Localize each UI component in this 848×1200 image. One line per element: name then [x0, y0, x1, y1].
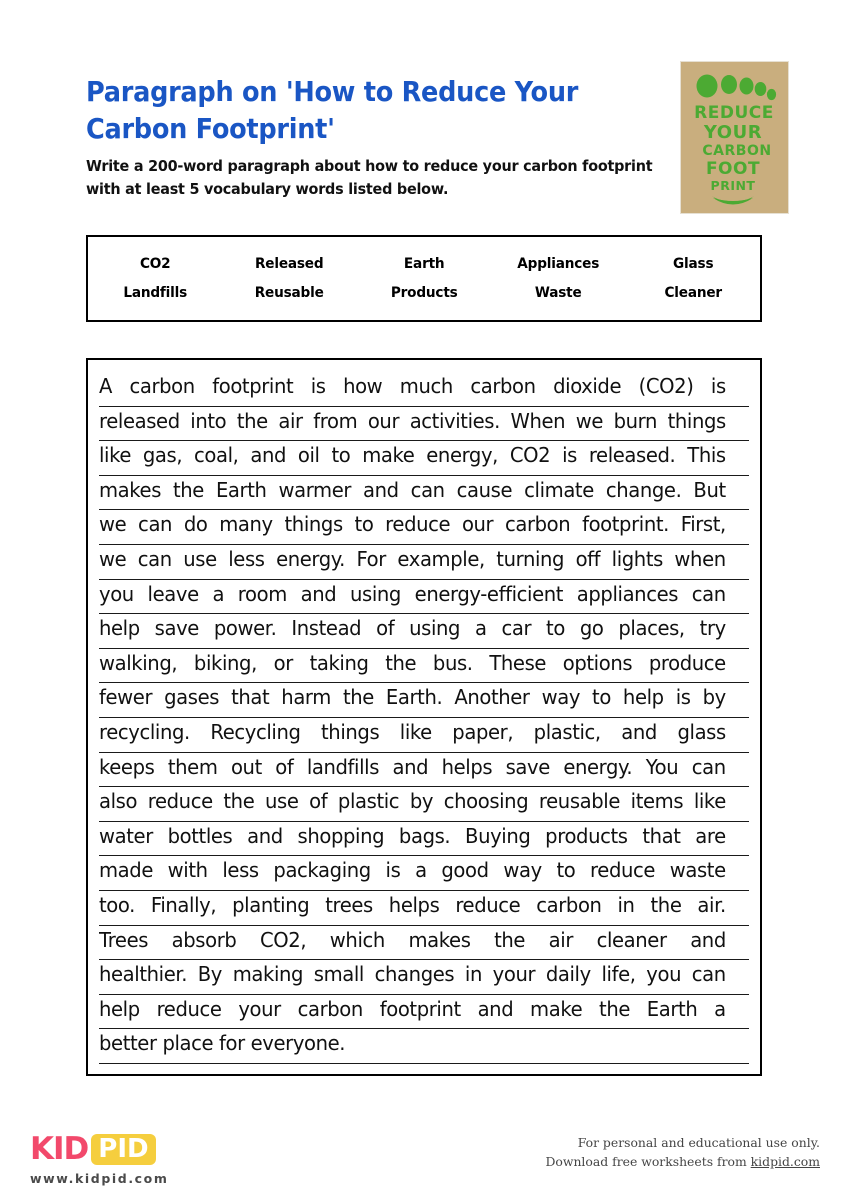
svg-text:YOUR: YOUR	[703, 122, 763, 143]
kidpid-pid-badge: PID	[91, 1134, 155, 1165]
vocabulary-word: CO2	[139, 256, 171, 272]
answer-line-text: recycling. Recycling things like paper, plastic, and glass	[99, 719, 726, 744]
answer-line-text: better place for everyone.	[99, 1031, 346, 1056]
answer-line[interactable]	[99, 822, 749, 857]
vocabulary-word: Reusable	[255, 285, 325, 301]
svg-text:CARBON: CARBON	[702, 143, 772, 159]
answer-line-text: made with less packaging is a good way to reduce waste	[99, 858, 726, 883]
answer-line[interactable]	[99, 649, 749, 684]
answer-line[interactable]	[99, 995, 749, 1030]
page-title-line-1: Paragraph on 'How to Reduce Your	[86, 76, 579, 108]
answer-line[interactable]	[99, 614, 749, 649]
vocabulary-word: Earth	[403, 256, 445, 272]
vocabulary-word: Appliances	[517, 256, 600, 272]
answer-line-text: released into the air from our activities. When we burn things	[99, 408, 726, 433]
answer-line[interactable]	[99, 926, 749, 961]
answer-line-text: makes the Earth warmer and can cause climate change. But	[99, 477, 726, 502]
vocabulary-word: Landfills	[123, 285, 188, 301]
header-text-block	[86, 74, 666, 202]
answer-line[interactable]	[99, 476, 749, 511]
answer-line-text: you leave a room and using energy-efficient appliances can	[99, 581, 726, 606]
page-header	[86, 74, 762, 202]
answer-line[interactable]	[99, 718, 749, 753]
answer-line[interactable]	[99, 545, 749, 580]
vocabulary-row	[88, 285, 760, 301]
answer-line[interactable]	[99, 683, 749, 718]
vocabulary-word: Released	[255, 256, 324, 272]
kidpid-wordmark	[30, 1132, 250, 1166]
carbon-footprint-stamp-image	[681, 62, 788, 213]
footer-note-line-1: For personal and educational use only.	[577, 1135, 820, 1150]
footer-note-line-2	[545, 1152, 820, 1171]
answer-line[interactable]	[99, 960, 749, 995]
answer-line-text: A carbon footprint is how much carbon dioxide (CO2) is	[99, 374, 726, 398]
vocabulary-word: Cleaner	[664, 285, 722, 301]
kidpid-url: www.kidpid.com	[30, 1171, 169, 1186]
page-title	[86, 74, 625, 147]
answer-line-text: we can do many things to reduce our carbon footprint. First,	[99, 512, 726, 537]
answer-line[interactable]	[99, 441, 749, 476]
answer-line-text: help reduce your carbon footprint and make the Earth a	[99, 996, 726, 1021]
answer-line-text: Trees absorb CO2, which makes the air cleaner and	[99, 927, 726, 952]
kidpid-link[interactable]: kidpid.com	[750, 1154, 820, 1170]
answer-line[interactable]	[99, 580, 749, 615]
answer-line[interactable]	[99, 372, 749, 407]
answer-writing-area[interactable]	[86, 358, 762, 1076]
answer-line-text: help save power. Instead of using a car to go places, try	[99, 616, 726, 641]
answer-line-text: also reduce the use of plastic by choosing reusable items like	[99, 789, 726, 814]
answer-line[interactable]	[99, 787, 749, 822]
answer-line[interactable]	[99, 753, 749, 788]
footer-note-prefix: Download free worksheets from	[545, 1154, 751, 1170]
answer-line-text: too. Finally, planting trees helps reduce carbon in the air.	[99, 892, 726, 917]
svg-text:REDUCE: REDUCE	[694, 103, 774, 123]
vocabulary-word: Glass	[672, 256, 713, 272]
answer-line[interactable]	[99, 510, 749, 545]
svg-text:FOOT: FOOT	[705, 159, 761, 179]
answer-line-text: fewer gases that harm the Earth. Another way to help is by	[99, 685, 726, 710]
svg-text:PRINT: PRINT	[710, 178, 756, 193]
vocabulary-word-bank	[86, 235, 762, 322]
vocabulary-row	[88, 256, 760, 272]
vocabulary-word: Products	[390, 285, 458, 301]
answer-line-text: walking, biking, or taking the bus. These options produce	[99, 650, 726, 675]
answer-line-text: water bottles and shopping bags. Buying products that are	[99, 823, 726, 848]
answer-line[interactable]	[99, 891, 749, 926]
answer-ruled-lines	[99, 372, 749, 1097]
kidpid-kid-text: KID	[30, 1130, 89, 1167]
answer-line-text: we can use less energy. For example, turning off lights when	[99, 546, 726, 571]
answer-line-text: like gas, coal, and oil to make energy, CO2 is released. This	[99, 443, 726, 468]
answer-line[interactable]	[99, 1029, 749, 1064]
footprint-icon	[681, 62, 788, 213]
vocabulary-word: Waste	[535, 285, 582, 301]
page-title-line-2: Carbon Footprint'	[86, 112, 335, 145]
answer-line[interactable]	[99, 856, 749, 891]
answer-line-text: keeps them out of landfills and helps save energy. You can	[99, 754, 726, 779]
footer-usage-note	[545, 1133, 820, 1171]
kidpid-logo[interactable]	[30, 1132, 250, 1186]
answer-blank-line[interactable]	[99, 1064, 749, 1098]
answer-line-text: healthier. By making small changes in your daily life, you can	[99, 962, 726, 987]
answer-line[interactable]	[99, 407, 749, 442]
instruction-text: Write a 200-word paragraph about how to reduce your carbon footprint with at least 5 vocabulary words listed below.	[86, 157, 653, 199]
